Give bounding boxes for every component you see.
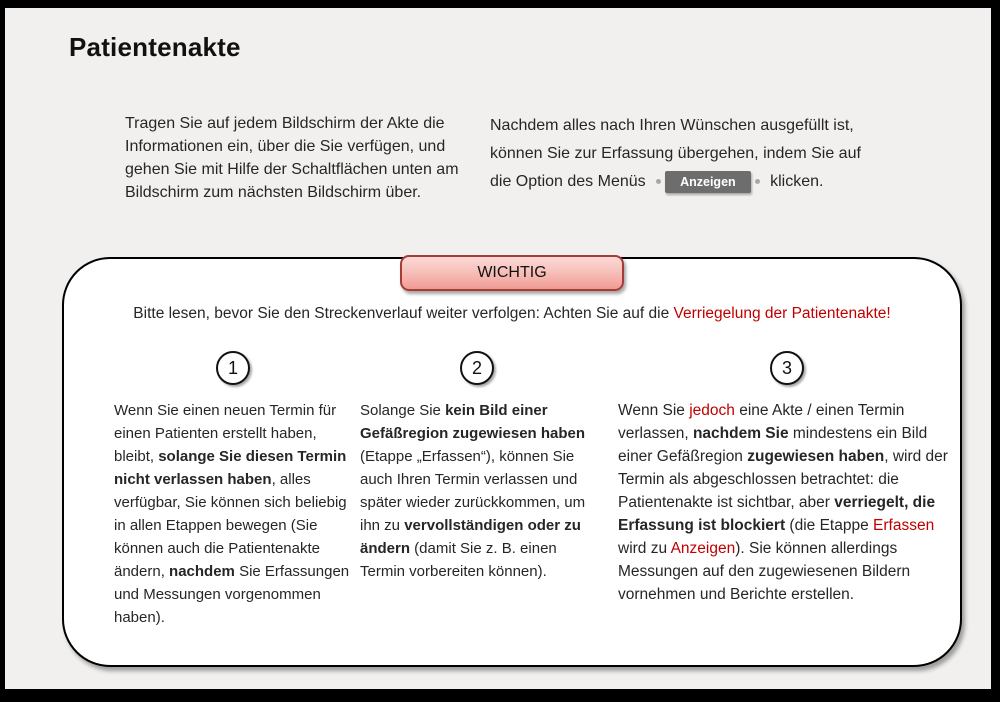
lead-note: Bitte lesen, bevor Sie den Streckenverlauf weiter verfolgen: Achten Sie auf die Verriegelung der Patientenakte! [133, 305, 891, 322]
step-column-2 [360, 351, 594, 583]
intro-right-paragraph [490, 112, 862, 196]
wichtig-badge: WICHTIG [400, 255, 624, 291]
step-2-text: Solange Sie kein Bild einer Gefäßregion zugewiesen haben (Etappe „Erfassen“), können Sie auch Ihren Termin verlassen und später wieder zurückkommen, um ihn zu vervollständigen oder zu ändern (damit Sie z. B. einen Termin vorbereiten können). [360, 402, 586, 580]
bullet-dot-icon [755, 179, 760, 184]
step-2-number-circle: 2 [460, 351, 494, 385]
bullet-dot-icon [656, 179, 661, 184]
anzeigen-menu-button-group [652, 171, 764, 194]
step-column-3 [618, 351, 956, 606]
step-column-1 [114, 351, 352, 629]
step-1-text: Wenn Sie einen neuen Termin für einen Patienten erstellt haben, bleibt, solange Sie diesen Termin nicht verlassen haben, alles verfügbar, Sie können sich beliebig in allen Etappen bewegen (Sie können auch die Patientenakte ändern, nachdem Sie Erfassungen und Messungen vorgenommen haben). [114, 402, 350, 626]
step-3-number-circle: 3 [770, 351, 804, 385]
step-3-text: Wenn Sie jedoch eine Akte / einen Termin verlassen, nachdem Sie mindestens ein Bild einer Gefäßregion zugewiesen haben, wird der Termin als abgeschlossen betrachtet: die Patientenakte ist sichtbar, aber verriegelt, die Erfassung ist blockiert (die Etappe Erfassen wird zu Anzeigen). Sie können allerdings Messungen auf den zugewiesenen Bildern vornehmen und Berichte erstellen. [618, 402, 948, 603]
important-box [62, 257, 962, 667]
step-1-number-circle: 1 [216, 351, 250, 385]
anzeigen-menu-button[interactable]: Anzeigen [665, 171, 751, 194]
intro-left-paragraph: Tragen Sie auf jedem Bildschirm der Akte die Informationen ein, über die Sie verfügen, und gehen Sie mit Hilfe der Schaltflächen unten am Bildschirm zum nächsten Bildschirm über. [125, 115, 459, 201]
page-title: Patientenakte [69, 32, 241, 62]
intro-right-text-after: klicken. [765, 173, 824, 190]
intro-right-text-before: Nachdem alles nach Ihren Wünschen ausgefüllt ist, können Sie zur Erfassung übergehen, indem Sie auf die Option des Menüs [490, 117, 861, 190]
